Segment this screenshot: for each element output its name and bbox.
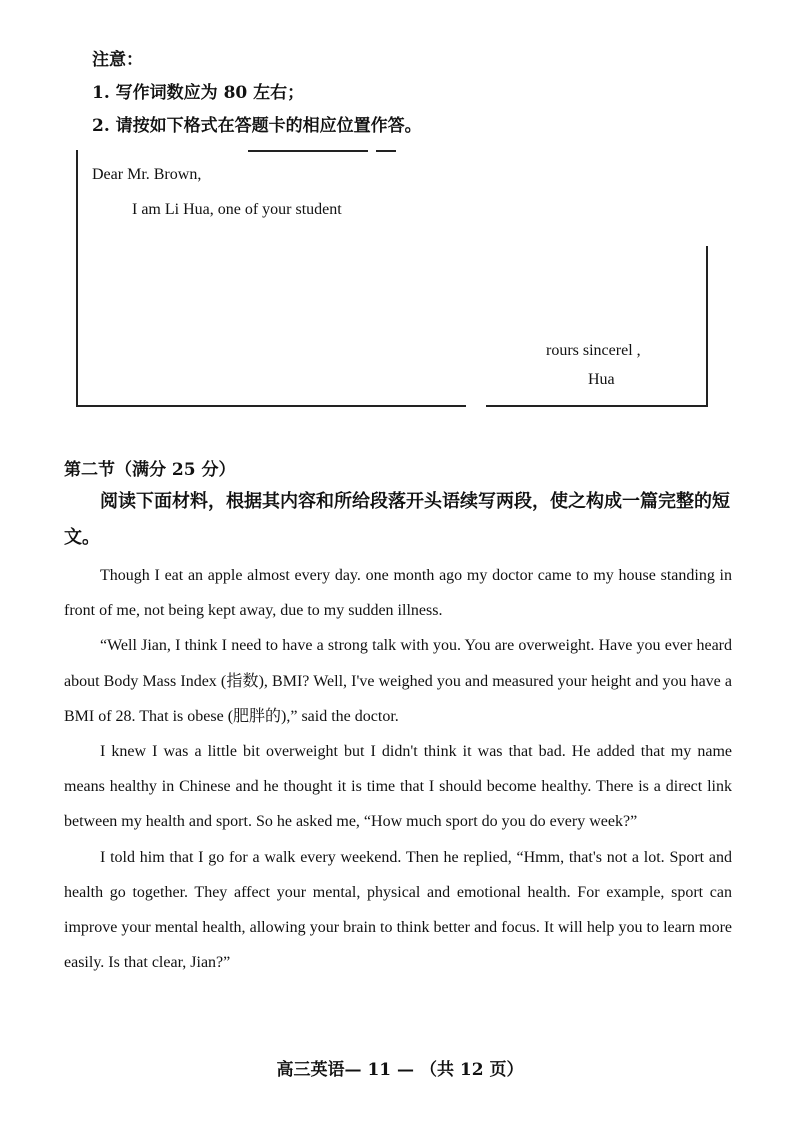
page-footer: 高三英语— 11 — （共 12 页）: [276, 1060, 524, 1080]
notes-item-format: 2. 请按如下格式在答题卡的相应位置作答。: [92, 116, 422, 136]
passage-paragraph-3: I knew I was a little bit overweight but I didn't think it was that bad. He added that my name means healthy in Chinese and he thought it is time that I should become healthy. There is a direct link between my health and sport. So he asked me, “How much sport do you do every week?”: [64, 743, 732, 831]
notes-heading: 注意：: [92, 50, 143, 70]
box-border-bottom: [76, 405, 466, 407]
passage-paragraph-2: “Well Jian, I think I need to have a strong talk with you. You are overweight. Have you ever heard about Body Mass Index (指数), BMI? Well, I've weighed you and measured your height and you have a BMI of 28. That is obese (肥胖的),” said the doctor.: [64, 637, 732, 725]
box-border-bottom-segment: [486, 405, 708, 407]
section-instruction: 阅读下面材料，根据其内容和所给段落开头语续写两段，使之构成一篇完整的短文。: [64, 491, 730, 548]
section-title: 第二节（满分 25 分）: [64, 460, 236, 480]
letter-closing: rours sincerel ,: [546, 342, 641, 359]
passage-paragraph-1: Though I eat an apple almost every day. one month ago my doctor came to my house standing in front of me, not being kept away, due to my sudden illness.: [64, 567, 732, 620]
letter-opening-line: I am Li Hua, one of your student: [132, 201, 342, 218]
box-border-left: [76, 150, 78, 406]
box-border-top-segment: [376, 150, 396, 152]
letter-signature: Hua: [588, 371, 615, 388]
box-border-top: [248, 150, 368, 152]
box-border-right: [706, 246, 708, 406]
letter-template-box: [76, 150, 708, 406]
passage-paragraph-4: I told him that I go for a walk every weekend. Then he replied, “Hmm, that's not a lot. Sport and health go together. They affect your mental, physical and emotional health. For example, sport can improve your mental health, allowing your brain to think better and focus. It will help you to learn more easily. Is that clear, Jian?”: [64, 848, 732, 972]
letter-salutation: Dear Mr. Brown,: [92, 166, 202, 183]
notes-item-word-count: 1. 写作词数应为 80 左右；: [92, 83, 305, 103]
reading-passage: [64, 558, 732, 980]
writing-notes: [92, 44, 752, 143]
